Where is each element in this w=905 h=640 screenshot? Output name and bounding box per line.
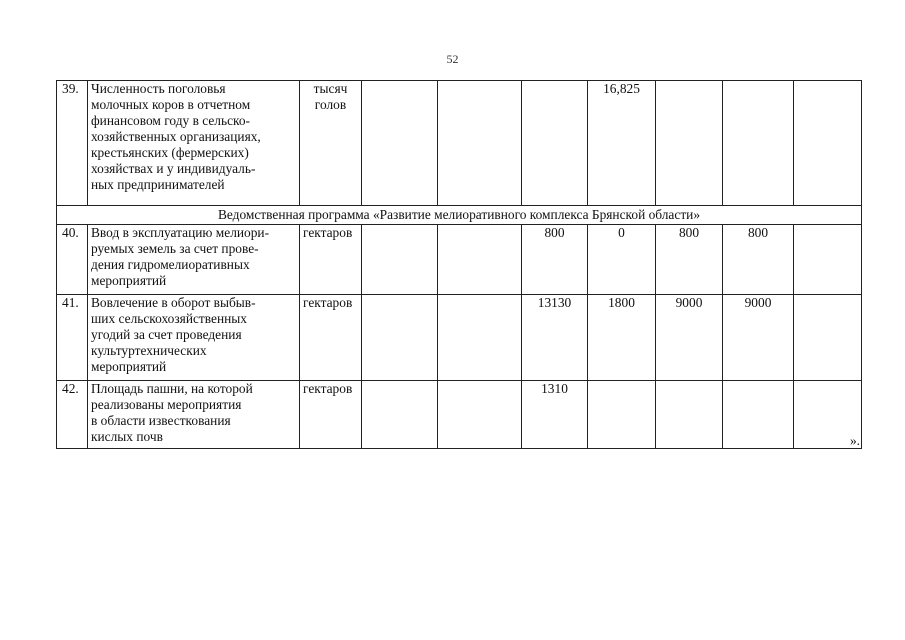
unit-cell: гектаров bbox=[300, 295, 362, 381]
value-cell bbox=[362, 295, 438, 381]
name-line: угодий за счет проведения bbox=[91, 327, 242, 342]
name-line: в области известкования bbox=[91, 413, 231, 428]
unit-line: голов bbox=[314, 97, 347, 112]
indicator-name bbox=[88, 225, 300, 295]
indicator-name bbox=[88, 381, 300, 449]
value-cell bbox=[438, 81, 522, 206]
name-line: хозяйственных организациях, bbox=[91, 129, 261, 144]
closing-quote-mark: ». bbox=[849, 433, 860, 448]
name-line: культуртехнических bbox=[91, 343, 207, 358]
value-cell: 13130 bbox=[522, 295, 588, 381]
indicator-name bbox=[88, 295, 300, 381]
value-cell bbox=[362, 225, 438, 295]
value-cell: 9000 bbox=[656, 295, 723, 381]
value-cell bbox=[656, 81, 723, 206]
row-number: 39. bbox=[57, 81, 88, 206]
value-cell: 16,825 bbox=[588, 81, 656, 206]
value-cell: 800 bbox=[656, 225, 723, 295]
value-cell: 800 bbox=[723, 225, 794, 295]
value-cell bbox=[794, 295, 862, 381]
name-line: мероприятий bbox=[91, 273, 167, 288]
name-line: Численность поголовья bbox=[91, 81, 226, 96]
unit-cell bbox=[300, 81, 362, 206]
name-line: реализованы мероприятия bbox=[91, 397, 242, 412]
name-line: финансовом году в сельско- bbox=[91, 113, 251, 128]
indicator-name bbox=[88, 81, 300, 206]
value-cell bbox=[438, 381, 522, 449]
table-row-39 bbox=[57, 81, 862, 206]
name-line: мероприятий bbox=[91, 359, 167, 374]
page-number: 52 bbox=[446, 52, 459, 66]
table-row-42 bbox=[57, 381, 862, 449]
value-cell bbox=[438, 225, 522, 295]
table-row-41 bbox=[57, 295, 862, 381]
section-row bbox=[57, 206, 862, 225]
value-cell: 1800 bbox=[588, 295, 656, 381]
value-cell: 0 bbox=[588, 225, 656, 295]
value-cell bbox=[438, 295, 522, 381]
unit-line: тысяч bbox=[313, 81, 348, 96]
value-cell bbox=[588, 381, 656, 449]
indicators-table bbox=[56, 80, 862, 449]
name-line: ших сельскохозяйственных bbox=[91, 311, 247, 326]
value-cell: 1310 bbox=[522, 381, 588, 449]
value-cell bbox=[522, 81, 588, 206]
name-line: крестьянских (фермерских) bbox=[91, 145, 249, 160]
row-number: 41. bbox=[57, 295, 88, 381]
value-cell bbox=[362, 81, 438, 206]
section-title: Ведомственная программа «Развитие мелиоративного комплекса Брянской области» bbox=[57, 206, 862, 225]
name-line: дения гидромелиоративных bbox=[91, 257, 250, 272]
row-number: 42. bbox=[57, 381, 88, 449]
name-line: Площадь пашни, на которой bbox=[91, 381, 253, 396]
name-line: молочных коров в отчетном bbox=[91, 97, 251, 112]
value-cell bbox=[794, 225, 862, 295]
value-cell bbox=[656, 381, 723, 449]
value-cell bbox=[723, 81, 794, 206]
table-row-40 bbox=[57, 225, 862, 295]
unit-cell: гектаров bbox=[300, 381, 362, 449]
name-line: ных предпринимателей bbox=[91, 177, 225, 192]
value-cell bbox=[362, 381, 438, 449]
name-line: Ввод в эксплуатацию мелиори- bbox=[91, 225, 270, 240]
unit-cell: гектаров bbox=[300, 225, 362, 295]
value-cell bbox=[723, 381, 794, 449]
value-cell bbox=[794, 81, 862, 206]
row-number: 40. bbox=[57, 225, 88, 295]
value-cell bbox=[794, 381, 862, 449]
value-cell: 9000 bbox=[723, 295, 794, 381]
name-line: кислых почв bbox=[91, 429, 163, 444]
name-line: Вовлечение в оборот выбыв- bbox=[91, 295, 256, 310]
name-line: руемых земель за счет прове- bbox=[91, 241, 259, 256]
value-cell: 800 bbox=[522, 225, 588, 295]
name-line: хозяйствах и у индивидуаль- bbox=[91, 161, 256, 176]
